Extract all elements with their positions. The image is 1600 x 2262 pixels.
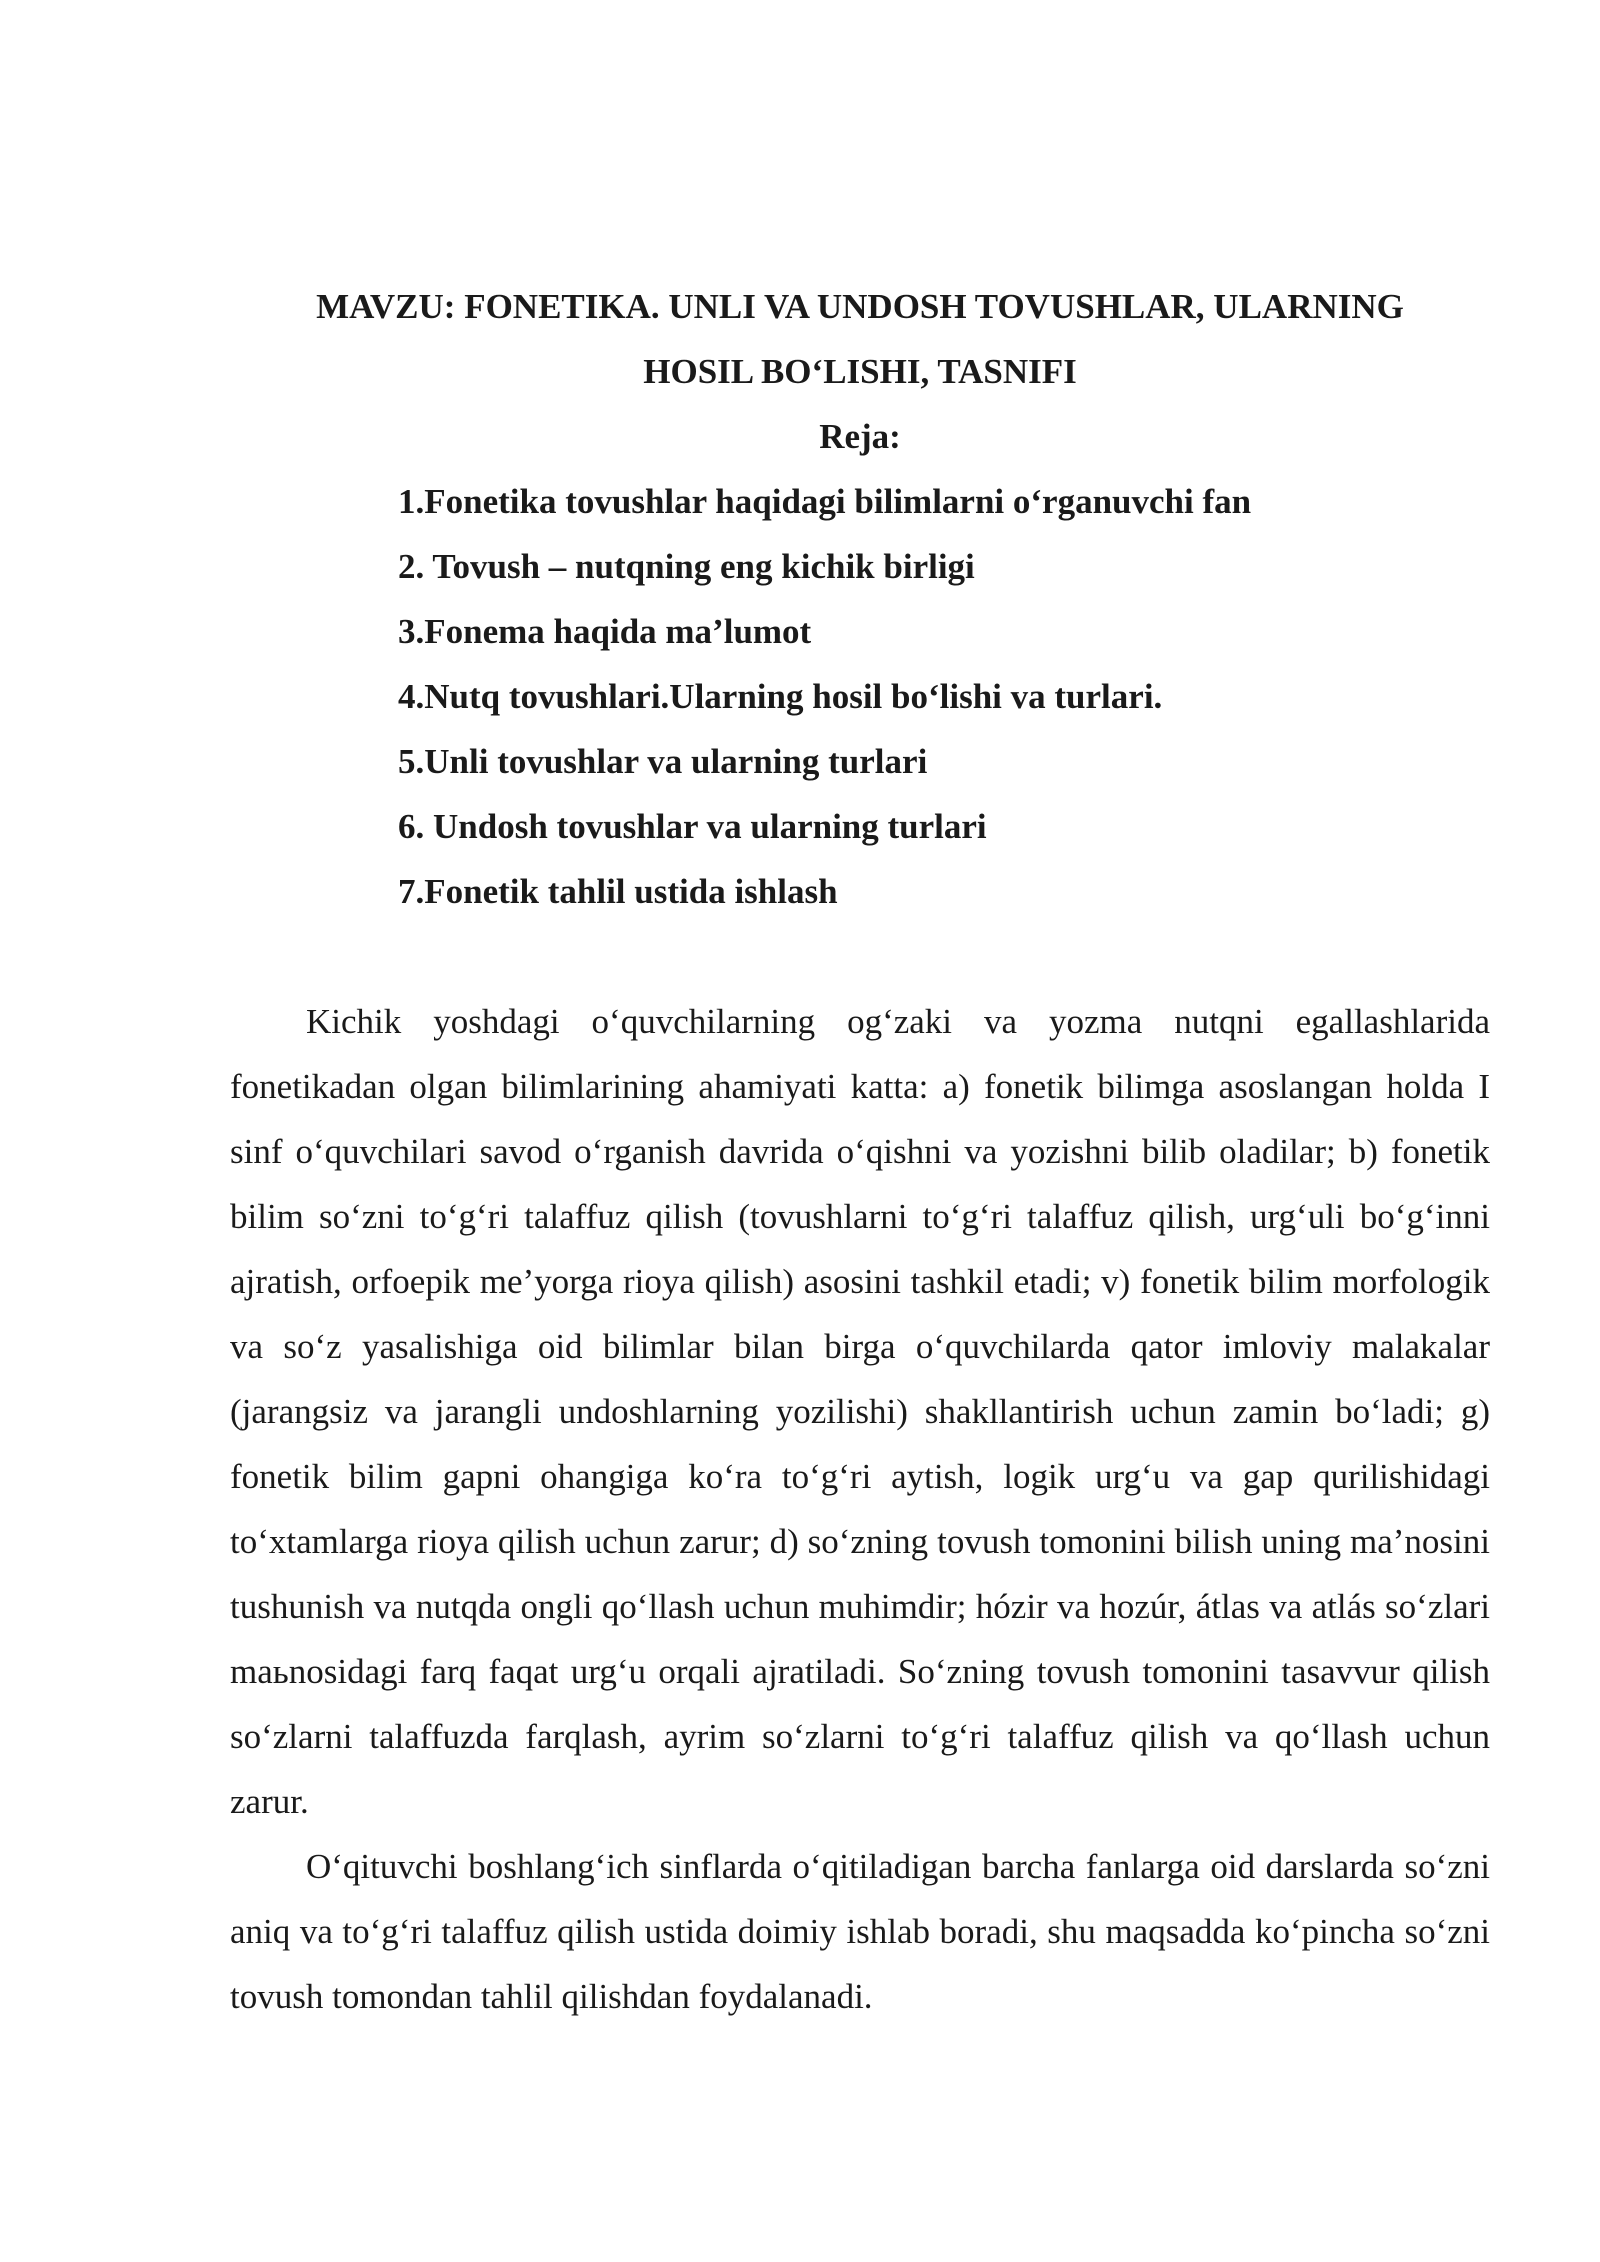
- plan-item: 1.Fonetika tovushlar haqidagi bilimlarni o‘rganuvchi fan: [398, 482, 1252, 521]
- plan-heading: Reja:: [819, 417, 901, 456]
- title-line-1: MAVZU: FONETIKA. UNLI VA UNDOSH TOVUSHLAR, ULARNING: [316, 287, 1404, 326]
- plan-item: 5.Unli tovushlar va ularning turlari: [398, 742, 928, 781]
- body-paragraph: Kichik yoshdagi o‘quvchilarning og‘zaki va yozma nutqni egallashlarida fonetikadan olgan bilimlarining ahamiyati katta: a) fonetik bilimga asoslangan holda I sinf o‘quvchilari savod o‘rganish davrida o‘qishni va yozishni bilib oladilar; b) fonetik bilim so‘zni to‘g‘ri talaffuz qilish (tovushlarni to‘g‘ri talaffuz qilish, urg‘uli bo‘g‘inni ajratish, orfoepik me’yorga rioya qilish) asosini tashkil etadi; v) fonetik bilim morfologik va so‘z yasalishiga oid bilimlar bilan birga o‘quvchilarda qator imloviy malakalar (jarangsiz va jarangli undoshlarning yozilishi) shakllantirish uchun zamin bo‘ladi; g) fonetik bilim gapni ohangiga ko‘ra to‘g‘ri aytish, logik urg‘u va gap qurilishidagi to‘xtamlarga rioya qilish uchun zarur; d) so‘zning tovush tomonini bilish uning ma’nosini tushunish va nutqda ongli qo‘llash uchun muhimdir; hózir va hozúr, átlas va atlás so‘zlari maьnosidagi farq faqat urg‘u orqali ajratiladi. So‘zning tovush tomonini tasavvur qilish so‘zlarni talaffuzda farqlash, ayrim so‘zlarni to‘g‘ri talaffuz qilish va qo‘llash uchun zarur.: [230, 1002, 1490, 1821]
- plan-item: 3.Fonema haqida ma’lumot: [398, 612, 812, 651]
- body-text: [230, 989, 1490, 2029]
- plan-item: 6. Undosh tovushlar va ularning turlari: [398, 807, 987, 846]
- title-line-2: HOSIL BO‘LISHI, TASNIFI: [643, 352, 1077, 391]
- plan-item: 2. Tovush – nutqning eng kichik birligi: [398, 547, 975, 586]
- document-title: [230, 274, 1490, 404]
- body-paragraph: O‘qituvchi boshlang‘ich sinflarda o‘qitiladigan barcha fanlarga oid darslarda so‘zni aniq va to‘g‘ri talaffuz qilish ustida doimiy ishlab boradi, shu maqsadda ko‘pincha so‘zni tovush tomondan tahlil qilishdan foydalanadi.: [230, 1847, 1490, 2016]
- plan-item: 7.Fonetik tahlil ustida ishlash: [398, 872, 838, 911]
- plan-list: [398, 469, 1251, 924]
- plan-item: 4.Nutq tovushlari.Ularning hosil bo‘lishi va turlari.: [398, 677, 1163, 716]
